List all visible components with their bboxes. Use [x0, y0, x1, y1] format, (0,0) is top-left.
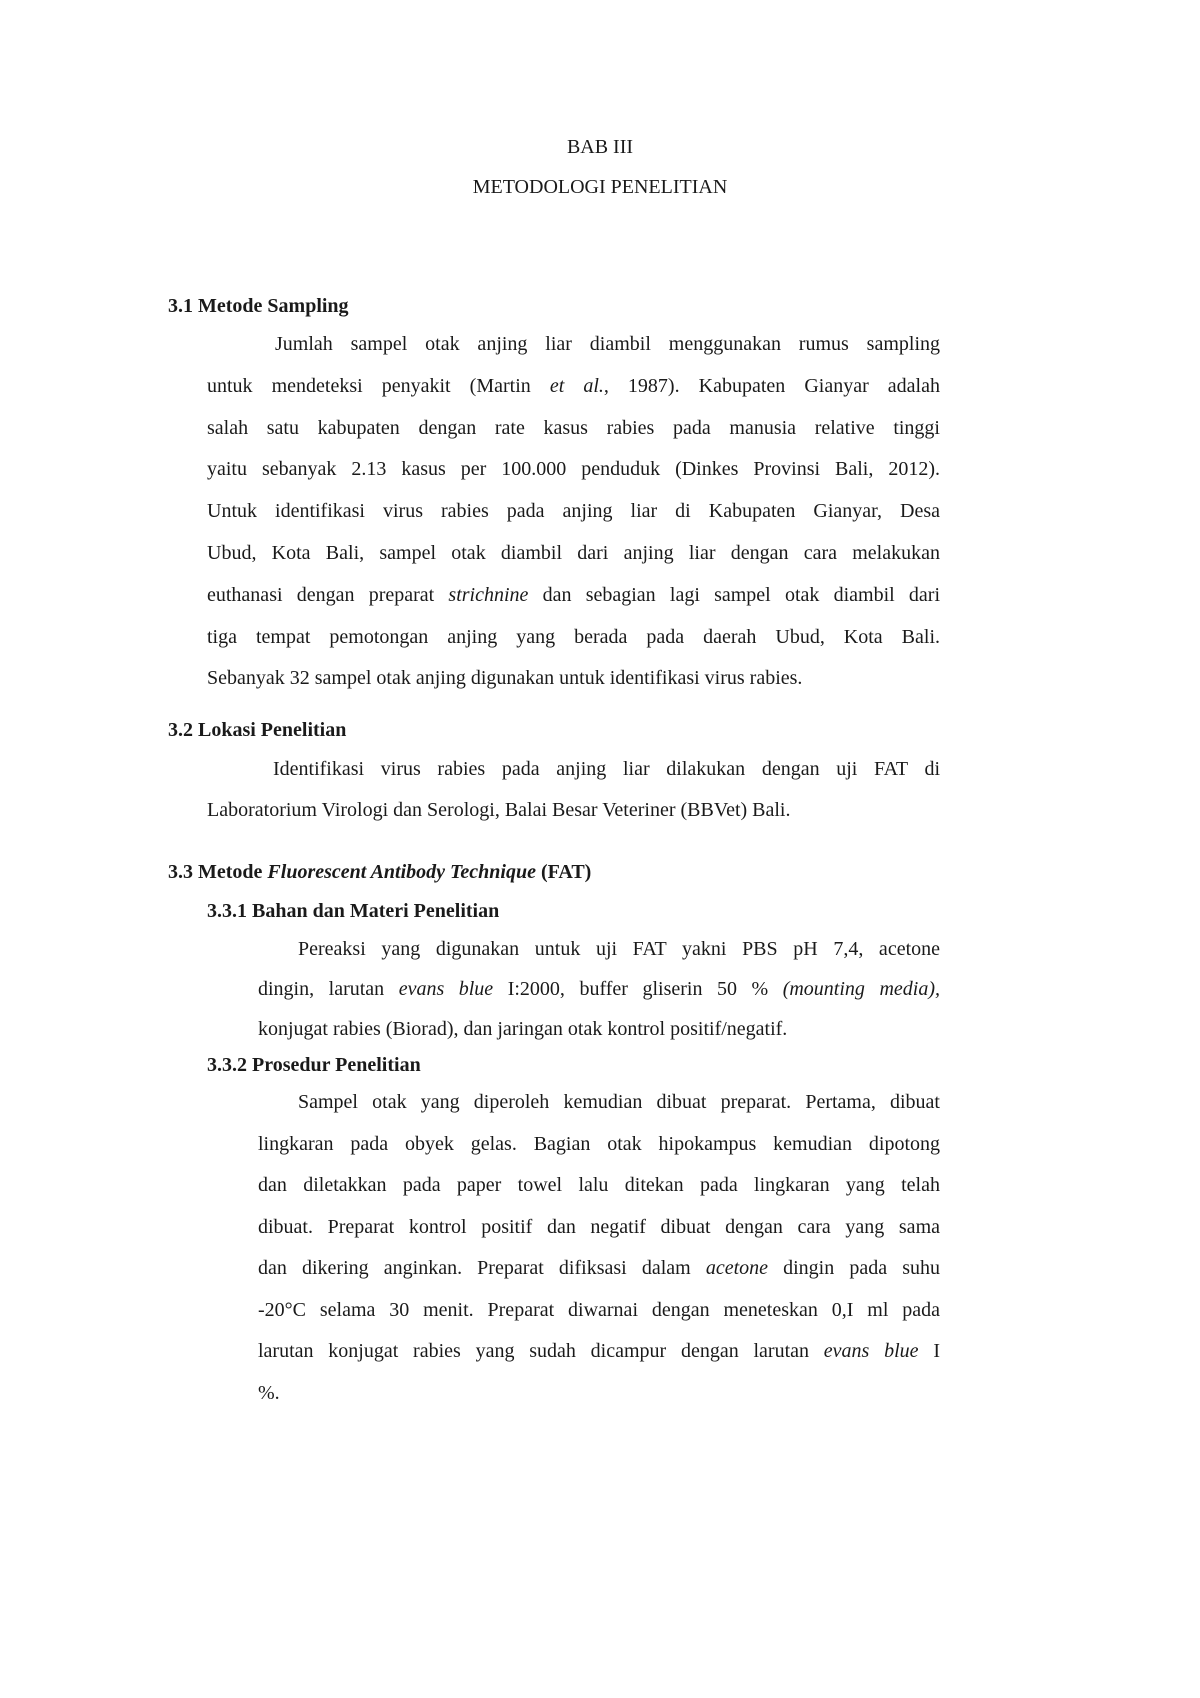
paragraph-line: %. [258, 1381, 280, 1404]
paragraph-line: dan dikering anginkan. Preparat difiksasi dalam acetone dingin pada suhu [258, 1257, 940, 1279]
paragraph-line: untuk mendeteksi penyakit (Martin et al., 1987). Kabupaten Gianyar adalah [207, 374, 940, 397]
paragraph-line: dingin, larutan evans blue I:2000, buffer gliserin 50 % (mounting media), [258, 978, 940, 1000]
paragraph-line: dan diletakkan pada paper towel lalu ditekan pada lingkaran yang telah [258, 1174, 940, 1196]
paragraph-3-3-2 [258, 1082, 940, 1414]
paragraph-3-2 [207, 749, 940, 831]
chapter-title: METODOLOGI PENELITIAN [472, 176, 728, 198]
paragraph-line: konjugat rabies (Biorad), dan jaringan otak kontrol positif/negatif. [258, 1018, 788, 1040]
paragraph-line: Sebanyak 32 sampel otak anjing digunakan untuk identifikasi virus rabies. [207, 667, 803, 690]
heading-italic: Fluorescent Antibody Technique [267, 861, 536, 883]
heading-3-3: 3.3 Metode Fluorescent Antibody Technique (FAT) [168, 861, 592, 883]
paragraph-line: Jumlah sampel otak anjing liar diambil menggunakan rumus sampling [275, 333, 940, 355]
paragraph-line: euthanasi dengan preparat strichnine dan sebagian lagi sampel otak diambil dari [207, 583, 940, 606]
paragraph-line: Ubud, Kota Bali, sampel otak diambil dari anjing liar dengan cara melakukan [207, 541, 940, 564]
paragraph-line: dibuat. Preparat kontrol positif dan negatif dibuat dengan cara yang sama [258, 1215, 940, 1238]
paragraph-line: salah satu kabupaten dengan rate kasus rabies pada manusia relative tinggi [207, 416, 940, 439]
heading-3-2: 3.2 Lokasi Penelitian [168, 719, 347, 741]
paragraph-line: Untuk identifikasi virus rabies pada anjing liar di Kabupaten Gianyar, Desa [207, 500, 940, 523]
heading-3-3-2: 3.3.2 Prosedur Penelitian [207, 1054, 421, 1076]
paragraph-line: lingkaran pada obyek gelas. Bagian otak hipokampus kemudian dipotong [258, 1132, 940, 1155]
paragraph-line: Laboratorium Virologi dan Serologi, Balai Besar Veteriner (BBVet) Bali. [207, 799, 791, 821]
italic-text: strichnine [448, 583, 529, 606]
paragraph-line: Pereaksi yang digunakan untuk uji FAT yakni PBS pH 7,4, acetone [298, 938, 940, 960]
paragraph-line: Identifikasi virus rabies pada anjing liar dilakukan dengan uji FAT di [273, 758, 940, 780]
italic-text: (mounting media), [782, 978, 940, 1000]
paragraph-line: yaitu sebanyak 2.13 kasus per 100.000 penduduk (Dinkes Provinsi Bali, 2012). [207, 458, 940, 481]
paragraph-line: tiga tempat pemotongan anjing yang berada pada daerah Ubud, Kota Bali. [207, 625, 940, 648]
italic-text: acetone [705, 1257, 768, 1279]
paragraph-3-3-1 [258, 929, 940, 1049]
paragraph-line: larutan konjugat rabies yang sudah dicampur dengan larutan evans blue I [258, 1340, 940, 1362]
heading-3-3-1: 3.3.1 Bahan dan Materi Penelitian [207, 900, 500, 922]
italic-text: et al. [549, 374, 604, 397]
heading-3-1: 3.1 Metode Sampling [168, 295, 349, 317]
paragraph-3-1 [207, 324, 940, 700]
italic-text: evans blue [823, 1340, 919, 1362]
chapter-number: BAB III [566, 136, 634, 158]
paragraph-line: -20°C selama 30 menit. Preparat diwarnai dengan meneteskan 0,I ml pada [258, 1298, 940, 1321]
italic-text: evans blue [398, 978, 494, 1000]
paragraph-line: Sampel otak yang diperoleh kemudian dibuat preparat. Pertama, dibuat [298, 1091, 940, 1113]
